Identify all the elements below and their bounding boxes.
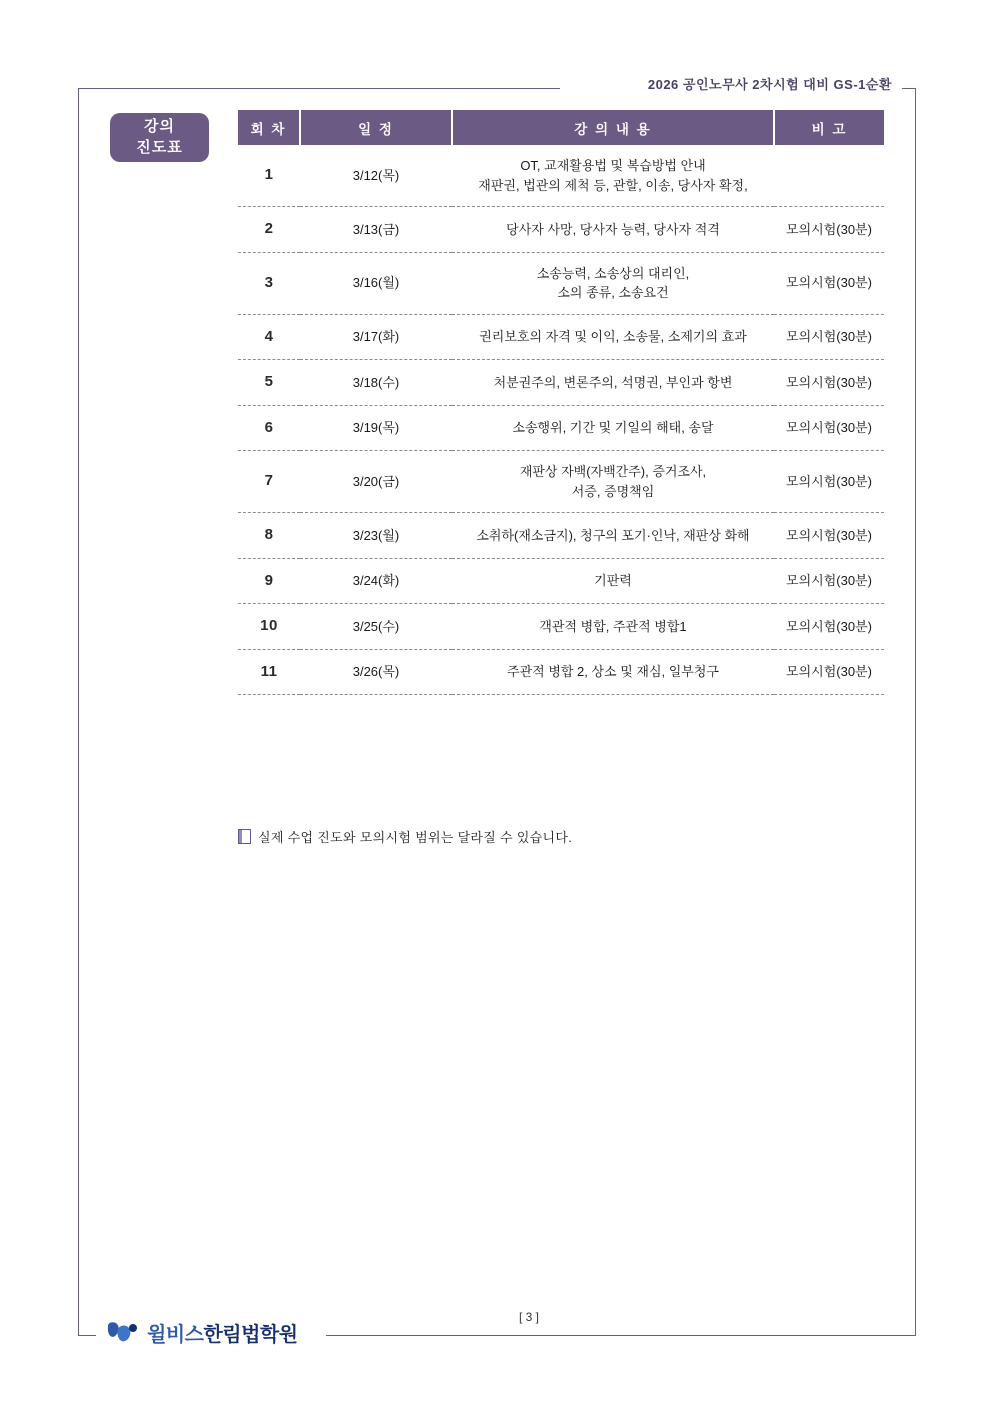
table-header-row (238, 110, 884, 145)
schedule-table (238, 110, 884, 695)
schedule-table-body (238, 145, 884, 695)
cell-session-number: 4 (238, 314, 300, 360)
cell-lecture-content: 당사자 사망, 당사자 능력, 당사자 적격 (452, 207, 774, 253)
cell-lecture-content: 권리보호의 자격 및 이익, 소송물, 소제기의 효과 (452, 314, 774, 360)
cell-lecture-content: 재판상 자백(자백간주), 증거조사, 서증, 증명책임 (452, 451, 774, 513)
cell-session-number: 3 (238, 252, 300, 314)
brand-footer (106, 1318, 298, 1347)
footnote (238, 827, 572, 846)
cell-note: 모의시험(30분) (774, 558, 884, 604)
table-row (238, 314, 884, 360)
column-header-session: 회 차 (238, 110, 300, 145)
note-icon (238, 829, 251, 844)
cell-lecture-content: OT, 교재활용법 및 복습방법 안내 재판권, 법관의 제척 등, 관할, 이송, 당사자 확정, (452, 145, 774, 207)
table-row (238, 451, 884, 513)
cell-session-number: 10 (238, 604, 300, 650)
cell-note: 모의시험(30분) (774, 451, 884, 513)
cell-note: 모의시험(30분) (774, 314, 884, 360)
cell-lecture-content: 주관적 병합 2, 상소 및 재심, 일부청구 (452, 649, 774, 695)
table-row (238, 360, 884, 406)
progress-table-badge (110, 113, 209, 162)
cell-lecture-content: 소송행위, 기간 및 기일의 해태, 송달 (452, 405, 774, 451)
cell-note: 모의시험(30분) (774, 513, 884, 559)
cell-lecture-content: 소취하(재소금지), 청구의 포기·인낙, 재판상 화해 (452, 513, 774, 559)
footnote-text: 실제 수업 진도와 모의시험 범위는 달라질 수 있습니다. (258, 830, 573, 845)
cell-session-number: 2 (238, 207, 300, 253)
document-header-title: 2026 공인노무사 2차시험 대비 GS-1순환 (638, 74, 902, 93)
cell-note (774, 145, 884, 207)
cell-note: 모의시험(30분) (774, 405, 884, 451)
cell-date: 3/17(화) (300, 314, 452, 360)
cell-session-number: 1 (238, 145, 300, 207)
table-row (238, 405, 884, 451)
cell-lecture-content: 소송능력, 소송상의 대리인, 소의 종류, 소송요건 (452, 252, 774, 314)
brand-name-part2: 한림법학원 (203, 1324, 298, 1346)
table-row (238, 558, 884, 604)
cell-date: 3/16(월) (300, 252, 452, 314)
cell-note: 모의시험(30분) (774, 604, 884, 650)
table-row (238, 649, 884, 695)
brand-name (147, 1318, 298, 1347)
column-header-content: 강 의 내 용 (452, 110, 774, 145)
page-number: [ 3 ] (518, 1310, 539, 1324)
table-row (238, 207, 884, 253)
cell-date: 3/13(금) (300, 207, 452, 253)
willbes-logo-icon (106, 1320, 140, 1346)
table-row (238, 145, 884, 207)
column-header-date: 일 정 (300, 110, 452, 145)
cell-note: 모의시험(30분) (774, 649, 884, 695)
cell-date: 3/18(수) (300, 360, 452, 406)
cell-date: 3/20(금) (300, 451, 452, 513)
cell-session-number: 11 (238, 649, 300, 695)
cell-date: 3/19(목) (300, 405, 452, 451)
cell-lecture-content: 처분권주의, 변론주의, 석명권, 부인과 항변 (452, 360, 774, 406)
cell-session-number: 7 (238, 451, 300, 513)
badge-line-2: 진도표 (136, 138, 183, 156)
cell-date: 3/23(월) (300, 513, 452, 559)
cell-date: 3/12(목) (300, 145, 452, 207)
cell-lecture-content: 기판력 (452, 558, 774, 604)
cell-note: 모의시험(30분) (774, 207, 884, 253)
cell-session-number: 8 (238, 513, 300, 559)
cell-note: 모의시험(30분) (774, 252, 884, 314)
column-header-note: 비 고 (774, 110, 884, 145)
cell-session-number: 5 (238, 360, 300, 406)
badge-line-1: 강의 (144, 118, 175, 136)
cell-date: 3/24(화) (300, 558, 452, 604)
table-row (238, 604, 884, 650)
cell-lecture-content: 객관적 병합, 주관적 병합1 (452, 604, 774, 650)
cell-session-number: 6 (238, 405, 300, 451)
cell-date: 3/25(수) (300, 604, 452, 650)
cell-date: 3/26(목) (300, 649, 452, 695)
cell-session-number: 9 (238, 558, 300, 604)
cell-note: 모의시험(30분) (774, 360, 884, 406)
brand-name-part1: 윌비스 (147, 1324, 204, 1346)
table-row (238, 513, 884, 559)
table-row (238, 252, 884, 314)
